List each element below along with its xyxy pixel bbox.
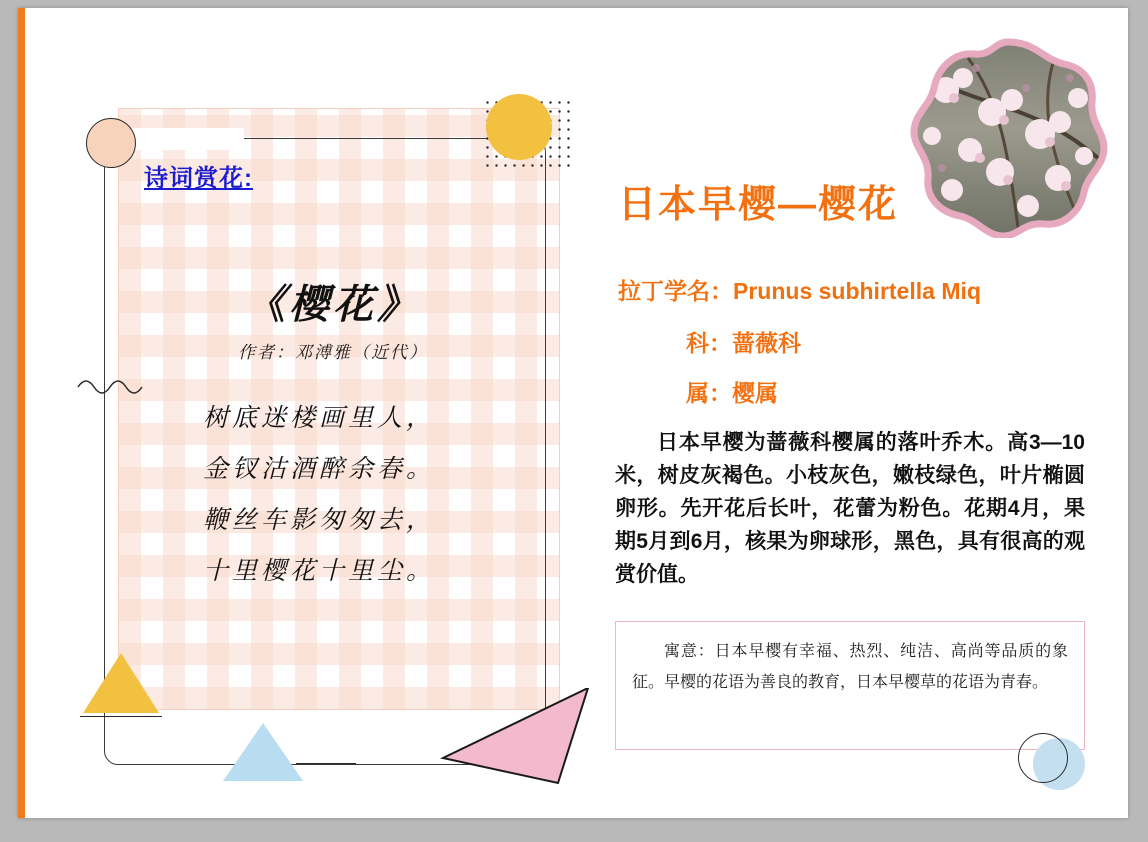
description-paragraph: 日本早樱为蔷薇科樱属的落叶乔木。高3—10米，树皮灰褐色。小枝灰色，嫩枝绿色，叶片椭圆卵形。先开花后长叶，花蕾为粉色。花期4月，果期5月到6月，核果为卵球形，黑色，具有很高的观赏价值。	[615, 431, 1085, 586]
genus-row	[686, 375, 778, 408]
latin-name-row	[618, 273, 981, 306]
poem-author: 作者：邓溥雅（近代）	[238, 343, 428, 362]
genus-label: 属：	[686, 380, 732, 406]
blue-triangle-underline	[296, 763, 356, 764]
poster-page	[18, 8, 1128, 818]
family-row	[686, 325, 801, 358]
family-value: 蔷薇科	[732, 330, 801, 356]
poem-line: 十里樱花十里尘。	[203, 558, 436, 585]
poem-title: 《樱花》	[245, 282, 421, 327]
meaning-note-box	[615, 621, 1085, 750]
cherry-blossom-photo	[908, 38, 1108, 238]
poem-body	[203, 393, 563, 597]
outline-circle-icon	[1018, 733, 1068, 783]
info-panel	[593, 28, 1113, 798]
latin-name-value: Prunus subhirtella Miq	[733, 278, 981, 304]
poem-line: 鞭丝车影匆匆去，	[203, 507, 436, 534]
family-label: 科：	[686, 330, 732, 356]
squiggle-icon	[76, 373, 151, 397]
section-title: 诗词赏花:	[144, 165, 253, 192]
poem-line: 金钗沽酒醉余春。	[203, 456, 436, 483]
page-title: 日本早樱—樱花	[618, 184, 899, 226]
poem-panel	[78, 98, 588, 768]
yellow-triangle-icon	[83, 653, 159, 713]
genus-value: 樱属	[732, 380, 778, 406]
meaning-note-text: 寓意：日本早樱有幸福、热烈、纯洁、高尚等品质的象征。早樱的花语为善良的教育，日本早樱草的花语为青春。	[632, 643, 1068, 691]
yellow-triangle-underline	[80, 716, 162, 717]
peach-circle-icon	[86, 118, 136, 168]
poem-line: 树底迷楼画里人，	[203, 405, 436, 432]
left-accent-bar	[18, 8, 25, 818]
blue-triangle-icon	[223, 723, 303, 781]
yellow-circle-icon	[486, 94, 552, 160]
frame-title-gap	[124, 128, 244, 150]
latin-name-label: 拉丁学名：	[618, 278, 733, 304]
